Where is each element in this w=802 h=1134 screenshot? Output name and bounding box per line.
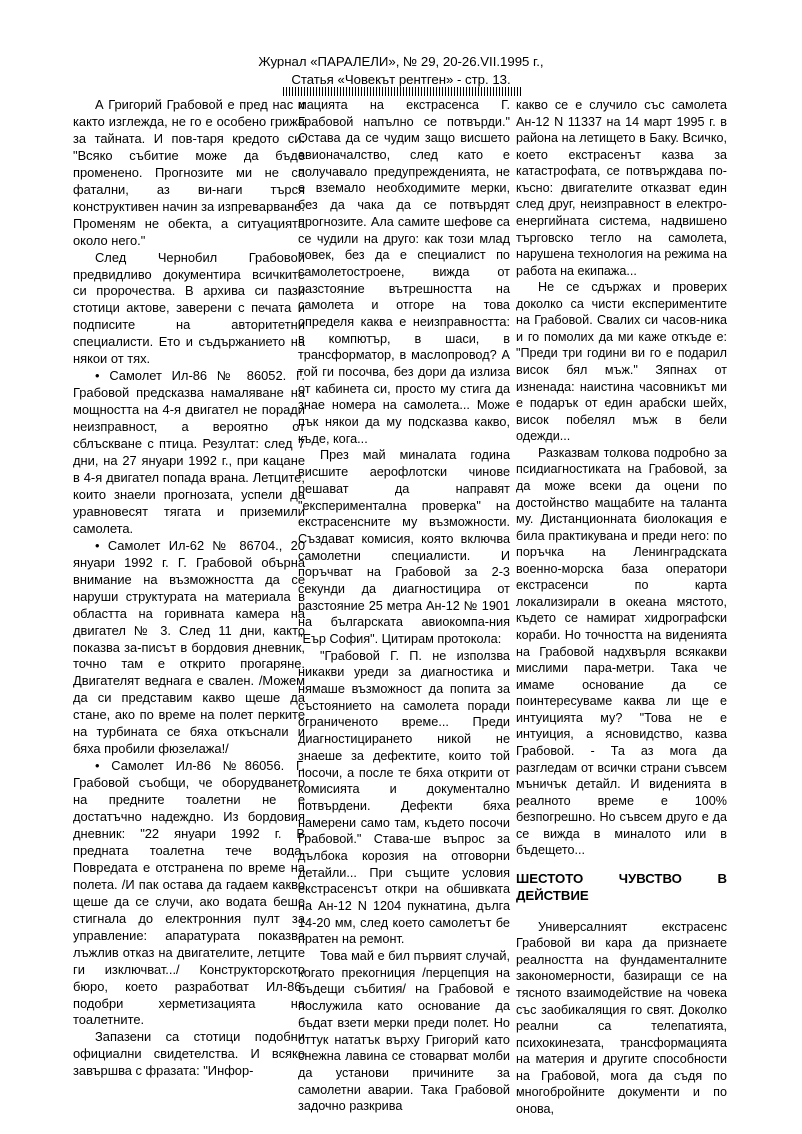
column-1	[73, 97, 305, 1080]
paragraph: През май миналата година висшите аерофлотски чинове решават да направят "експериментална проверка" на екстрасенсните му възможности. Създават комисия, която включва самолетни специалисти. И поръчват на Грабовой за 2-3 секунди да диагностицира от разстояние 25 метра Ан-12 № 1901 на българската авиокомпа-ния "Еър София". Цитирам протокола:	[298, 448, 510, 646]
journal-reference: Журнал «ПАРАЛЕЛИ», № 29, 20-26.VII.1995 г.,	[258, 54, 544, 69]
paragraph: След Чернобил Грабовой предвидливо документира всичките си пророчества. В архива си пази стотици актове, заверени с печата и подписите на авторитетни специалисти. Ето и съдържанието на някои от тях.	[73, 249, 305, 367]
paragraph: Това май е бил първият случай, когато прекогниция /перцепция на бъдещи събития/ на Грабовой е послужила като основание да бъдат взети мерки преди полет. Но оттук нататък върху Григорий като снежна лавина се стоварват молби да установи причините за самолетни аварии. Така Грабовой задочно разкрива	[298, 949, 510, 1114]
list-item: • Самолет Ил-62 № 86704., 20 януари 1992 г. Г. Грабовой обърна внимание на възможността да се наруши структурата на материала в областта на горивната камера на двигател № 3. След 11 дни, както показва за-писът в бордовия дневник, точно там е открито прогаряне. Двигателят веднага е свален. /Можем да си представим какво щеше да стане, ако по време на полет перките на турбината се бяха откъснали и бяха пробили фюзелажа!/	[73, 537, 305, 757]
quote-paragraph: "Грабовой Г. П. не използва никакви уреди за диагностика и нямаше възможност да попита за състоянието на самолета поради ограниченото време... Преди диагностицирането никой не знаеше за дефектите, които той посочи, а после те бяха открити от комисията и документално потвърдени. Дефекти бяха намерени само там, където посочи Грабовой." Става-ше въпрос за дълбока корозия на отговорни детайли... При същите условия екстрасенсът откри на обшивката на Ан-12 N 1204 пукнатина, дълга 14-20 мм, след което самолетът бе пратен на ремонт.	[298, 648, 510, 947]
article-reference: Статья «Човекът рентген» - стр. 13.	[291, 72, 511, 87]
paragraph: Универсалният екстрасенс Грабовой ви кара да признаете реалността на фундаменталните закономерности, базиращи се на тясното взаимодействие на човека със заобикалящия го свят. Доколко реални са телепатията, психокинезата, трансформацията на материя и другите способности на Грабовой, мога да съдя по многобройните документи и по онова,	[516, 919, 727, 1116]
section-heading: ШЕСТОТО ЧУВСТВО В ДЕЙСТВИЕ	[516, 870, 727, 903]
list-item: • Самолет Ил-86 № 86052. Г. Грабовой предсказва намаляване на мощността на 4-я двигател не поради неизправност, а вероятно от сблъскване с птица. Резултат: след 7 дни, на 27 януари 1992 г., при кацане в 4-я двигател попада врана. Летците, които знаели прогнозата, успели да уравновесят тягата и приземили самолета.	[73, 368, 305, 536]
paragraph: какво се е случило със самолета Ан-12 N 11337 на 14 март 1995 г. в района на летището в Баку. Всичко, което екстрасенът казва за катастрофата, се потвърждава по-късно: двигателите отказват един след друг, неизправност в електро-енергийната система, надвишено търговско тегло на самолета, нарушена технология на режима на работа на екипажа...	[516, 98, 727, 278]
paragraph: А Григорий Грабовой е пред нас и както изглежда, не го е особено грижа за тайната. И пов-таря кредото си: "Всяко събитие може да бъде променено. Прогнозите ми не са фатални, аз ви-наги търся конструктивен начин за изпреварване. Променям не обекта, а ситуацията около него."	[73, 97, 305, 248]
column-3	[516, 97, 727, 1118]
header-rule	[283, 87, 521, 96]
column-2	[298, 97, 510, 1115]
paragraph: Не се сдържах и проверих доколко са чисти експериментите на Грабовой. Свалих си часов-ника и го помолих да ми каже откъде е: "Преди три години ви го е подарил висок бял мъж." Зяпнах от изненада: наистина часовникът ми е подарък от един арабски шейх, висок побелял мъж в бели одежди...	[516, 280, 727, 444]
paragraph: Запазени са стотици подобни официални свидетелства. И всяко завършва с фразата: "Инфор-	[73, 1029, 305, 1079]
list-item: • Самолет Ил-86 №86056. Г. Грабовой съобщи, че оборудването на предните тоалетни не е достатъчно надеждно. Из бордовия дневник: "22 януари 1992 г. В предната тоалетна тече вода. Повредата е отстранена по време на полета. /И пак остава да гадаем какво щеше да се случи, ако водата беше стигнала до електронния пулт за управление: апаратурата показва лъжлив отказ на двигателите, летците ги изключват.../ Конструкторското бюро, което разработват Ил-86, подобри херметизацията на тоалетните.	[73, 758, 305, 1028]
paragraph: мацията на екстрасенса Г. Грабовой напълно се потвърди." Остава да се чудим защо висшето авионачалство, след като е получавало предупрежденията, не е вземало необходимите мерки, без да чака да се потвърдят прогнозите. Ала самите шефове са се чудили на друго: как този млад човек, без да е специалист по самолетостроене, вижда от разстояние вътрешността на самолета и отгоре на това определя каква е неизправността: в компютър, в шаси, в трансформатор, в маслопровод? А той ги посочва, без дори да излиза от кабинета си, просто му стига да знае номера на самолета... Може пък някои да му подсказва какво, къде, кога...	[298, 98, 510, 446]
paragraph: Разказвам толкова подробно за псидиагностиката на Грабовой, за да може всеки да оцени по достойнство мащабите на таланта му. Дистанционната биолокация е била практикувана и преди него: по поръчка на Ленинградската военно-морска база оператори екстрасенси по карта локализирали в океана мястото, където се намират хидрографски кораби. Но точността на виденията на Грабовой надхвърля всякакви мислими пара-метри. Така че имаме основание да се поинтересуваме каква ли ще е интуицията му? "Това не е интуиция, а ясновидство, казва Грабовой. - Та аз мога да разгледам от всички страни съвсем мъничък детайл. И виденията в реалното време е 100% безпогрешно. Но съвсем друго е да се вижда в миналото или в бъдещето...	[516, 445, 727, 858]
